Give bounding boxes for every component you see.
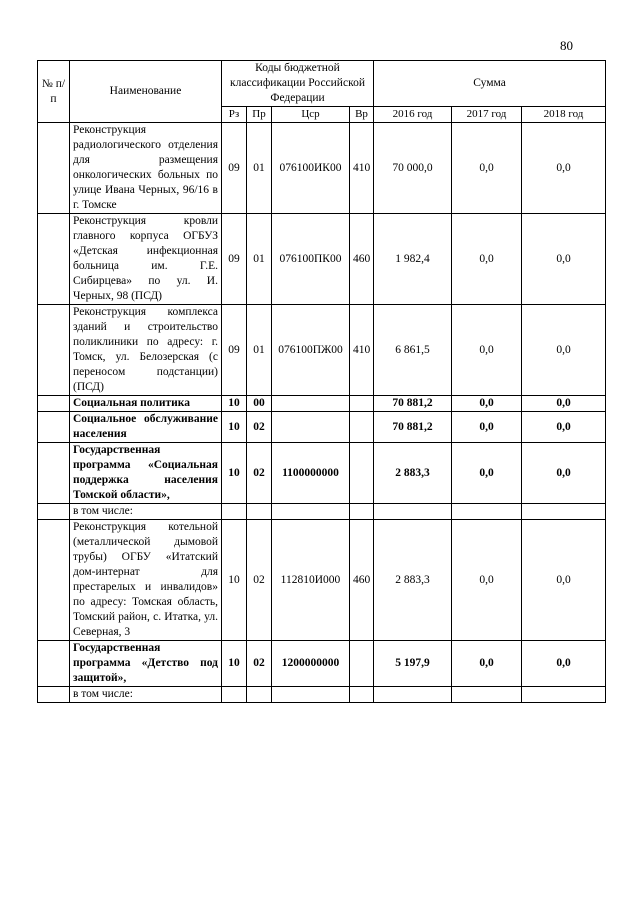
table-row bbox=[38, 305, 606, 396]
row-num bbox=[38, 305, 70, 396]
table-row bbox=[38, 520, 606, 641]
row-2016: 6 861,5 bbox=[374, 305, 452, 396]
row-name: Государственная программа «Детство под защитой», bbox=[70, 641, 222, 687]
row-name: Реконструкция кровли главного корпуса ОГБУЗ «Детская инфекционная больница им. Г.Е. Сибирцева» по ул. И. Черных, 98 (ПСД) bbox=[70, 214, 222, 305]
row-2018 bbox=[522, 504, 606, 520]
row-name: Социальная политика bbox=[70, 396, 222, 412]
header-2016: 2016 год bbox=[374, 107, 452, 123]
table-row bbox=[38, 687, 606, 703]
row-rz: 10 bbox=[222, 520, 247, 641]
row-pr: 00 bbox=[247, 396, 272, 412]
row-csr: 112810И000 bbox=[272, 520, 350, 641]
row-2017: 0,0 bbox=[452, 520, 522, 641]
row-rz: 09 bbox=[222, 305, 247, 396]
header-codes: Коды бюджетной классификации Российской Федерации bbox=[222, 61, 374, 107]
row-name: в том числе: bbox=[70, 687, 222, 703]
row-name: Социальное обслуживание населения bbox=[70, 412, 222, 443]
row-pr: 02 bbox=[247, 520, 272, 641]
row-name: в том числе: bbox=[70, 504, 222, 520]
table-row bbox=[38, 123, 606, 214]
row-pr: 01 bbox=[247, 214, 272, 305]
row-2018: 0,0 bbox=[522, 214, 606, 305]
row-2018: 0,0 bbox=[522, 412, 606, 443]
row-name: Реконструкция комплекса зданий и строительство поликлиники по адресу: г. Томск, ул. Белозерская (с переносом подстанции) (ПСД) bbox=[70, 305, 222, 396]
row-2016: 2 883,3 bbox=[374, 443, 452, 504]
row-num bbox=[38, 412, 70, 443]
header-sum: Сумма bbox=[374, 61, 606, 107]
header-vr: Вр bbox=[350, 107, 374, 123]
row-num bbox=[38, 443, 70, 504]
header-2018: 2018 год bbox=[522, 107, 606, 123]
row-rz: 10 bbox=[222, 396, 247, 412]
row-2017: 0,0 bbox=[452, 305, 522, 396]
header-csr: Цср bbox=[272, 107, 350, 123]
row-csr bbox=[272, 504, 350, 520]
row-2016 bbox=[374, 504, 452, 520]
header-rz: Рз bbox=[222, 107, 247, 123]
row-rz bbox=[222, 687, 247, 703]
header-2017: 2017 год bbox=[452, 107, 522, 123]
row-vr: 460 bbox=[350, 520, 374, 641]
row-csr: 1100000000 bbox=[272, 443, 350, 504]
row-vr bbox=[350, 412, 374, 443]
table-row bbox=[38, 214, 606, 305]
row-csr: 076100ПК00 bbox=[272, 214, 350, 305]
row-csr: 1200000000 bbox=[272, 641, 350, 687]
row-2018: 0,0 bbox=[522, 396, 606, 412]
row-2017 bbox=[452, 687, 522, 703]
row-2018: 0,0 bbox=[522, 443, 606, 504]
row-pr bbox=[247, 504, 272, 520]
row-rz: 09 bbox=[222, 214, 247, 305]
row-num bbox=[38, 520, 70, 641]
row-2016: 70 000,0 bbox=[374, 123, 452, 214]
row-2017: 0,0 bbox=[452, 214, 522, 305]
row-2018: 0,0 bbox=[522, 305, 606, 396]
row-vr: 410 bbox=[350, 305, 374, 396]
header-num: № п/п bbox=[38, 61, 70, 123]
row-2017: 0,0 bbox=[452, 123, 522, 214]
row-2016: 5 197,9 bbox=[374, 641, 452, 687]
row-num bbox=[38, 641, 70, 687]
table-row bbox=[38, 443, 606, 504]
row-rz: 10 bbox=[222, 443, 247, 504]
row-pr: 02 bbox=[247, 412, 272, 443]
row-2016: 70 881,2 bbox=[374, 412, 452, 443]
header-pr: Пр bbox=[247, 107, 272, 123]
row-pr: 01 bbox=[247, 305, 272, 396]
row-num bbox=[38, 214, 70, 305]
page-number: 80 bbox=[560, 38, 573, 53]
budget-table bbox=[37, 60, 606, 703]
row-2016: 70 881,2 bbox=[374, 396, 452, 412]
row-2017: 0,0 bbox=[452, 641, 522, 687]
row-num bbox=[38, 396, 70, 412]
row-pr: 01 bbox=[247, 123, 272, 214]
row-vr bbox=[350, 396, 374, 412]
row-pr bbox=[247, 687, 272, 703]
row-2017 bbox=[452, 504, 522, 520]
row-2017: 0,0 bbox=[452, 396, 522, 412]
row-2016: 1 982,4 bbox=[374, 214, 452, 305]
table-row bbox=[38, 504, 606, 520]
row-num bbox=[38, 504, 70, 520]
row-vr bbox=[350, 687, 374, 703]
row-name: Государственная программа «Социальная поддержка населения Томской области», bbox=[70, 443, 222, 504]
row-csr: 076100ПЖ00 bbox=[272, 305, 350, 396]
row-pr: 02 bbox=[247, 641, 272, 687]
row-name: Реконструкция радиологического отделения для размещения онкологических больных по улице Ивана Черных, 96/16 в г. Томске bbox=[70, 123, 222, 214]
row-2017: 0,0 bbox=[452, 412, 522, 443]
row-vr bbox=[350, 504, 374, 520]
row-vr: 460 bbox=[350, 214, 374, 305]
header-row bbox=[38, 61, 606, 107]
row-2018 bbox=[522, 687, 606, 703]
row-name: Реконструкция котельной (металлической дымовой трубы) ОГБУ «Итатский дом-интернат для престарелых и инвалидов» по адресу: Томская область, Томский район, с. Итатка, ул. Северная, 3 bbox=[70, 520, 222, 641]
row-2017: 0,0 bbox=[452, 443, 522, 504]
row-rz: 10 bbox=[222, 412, 247, 443]
row-num bbox=[38, 123, 70, 214]
row-rz: 09 bbox=[222, 123, 247, 214]
row-num bbox=[38, 687, 70, 703]
row-csr bbox=[272, 396, 350, 412]
row-rz bbox=[222, 504, 247, 520]
row-vr: 410 bbox=[350, 123, 374, 214]
row-2016: 2 883,3 bbox=[374, 520, 452, 641]
row-2018: 0,0 bbox=[522, 520, 606, 641]
table-row bbox=[38, 396, 606, 412]
row-csr: 076100ИК00 bbox=[272, 123, 350, 214]
row-2016 bbox=[374, 687, 452, 703]
header-name: Наименование bbox=[70, 61, 222, 123]
table-row bbox=[38, 641, 606, 687]
row-csr bbox=[272, 412, 350, 443]
row-2018: 0,0 bbox=[522, 123, 606, 214]
row-vr bbox=[350, 641, 374, 687]
row-pr: 02 bbox=[247, 443, 272, 504]
row-rz: 10 bbox=[222, 641, 247, 687]
row-2018: 0,0 bbox=[522, 641, 606, 687]
row-csr bbox=[272, 687, 350, 703]
row-vr bbox=[350, 443, 374, 504]
table-row bbox=[38, 412, 606, 443]
